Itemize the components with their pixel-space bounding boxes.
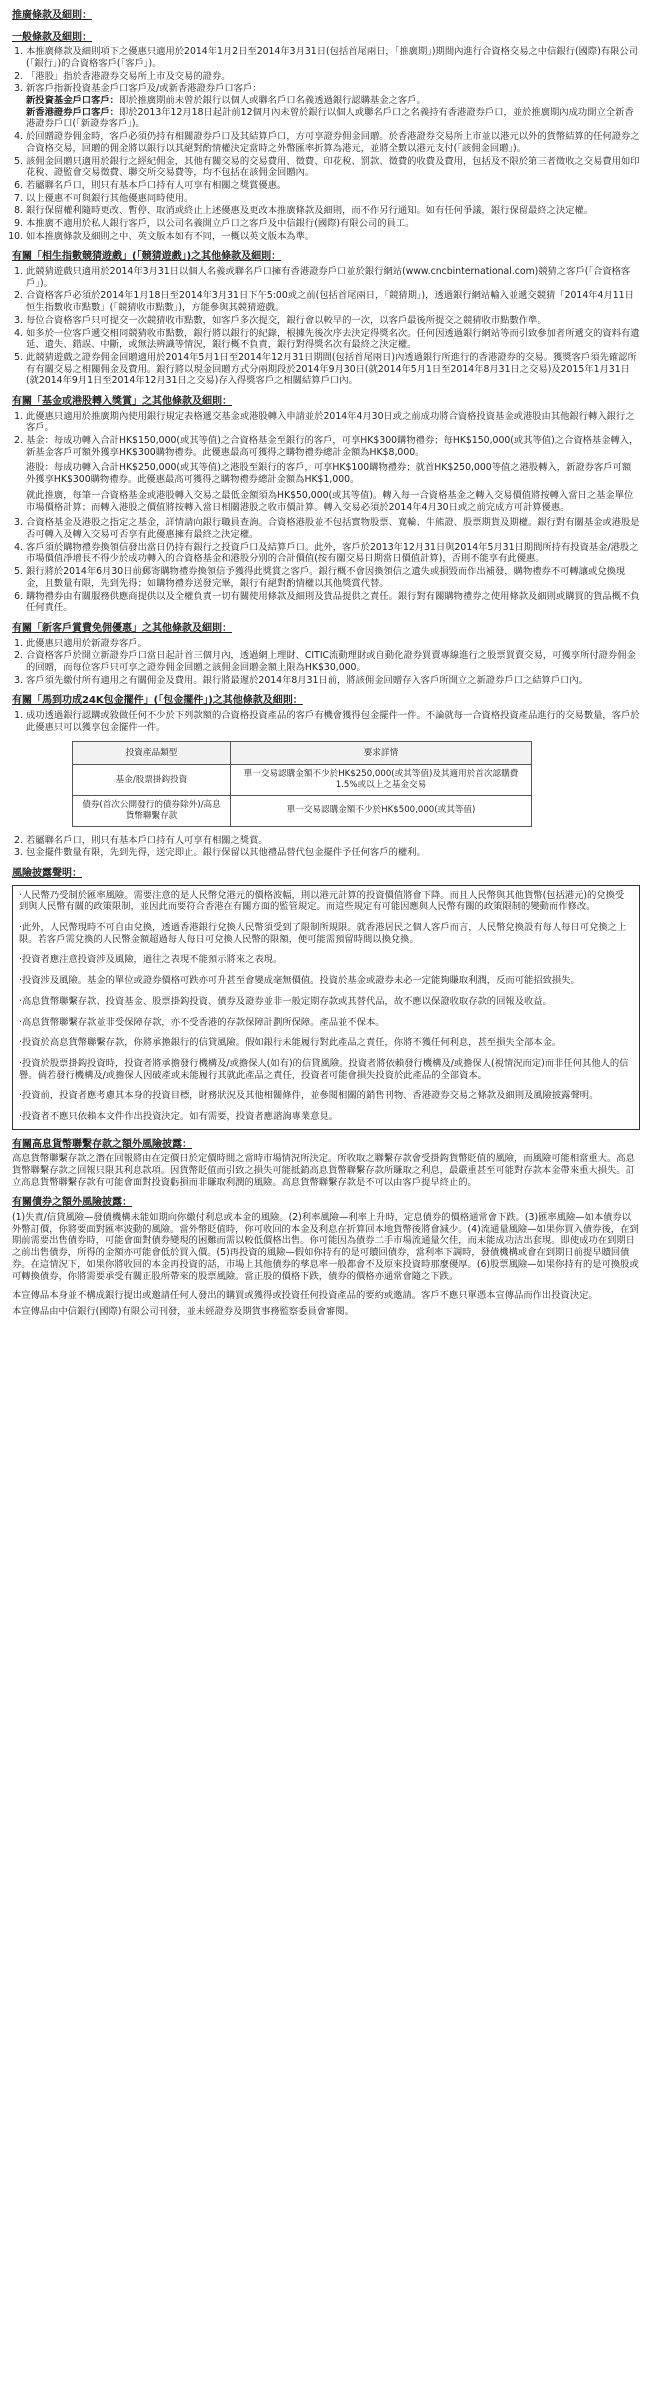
bond-risk-text: (1)失責/信貸風險—發債機構未能如期向你繳付利息或本金的風險。(2)利率風險—利率上升時，定息債券的價格通常會下跌。(3)匯率風險—如本債券以外幣訂價，你將要面對匯率波動的風險。當外幣貶值時，你可收回的本金及利息在折算回本地貨幣後將會減少。(4)流通量風險—如果你買入債券後，在到期前需要出售債券時，可能會面對債券變現的困難而需以較低價格出售。你可能因為債券二手市場流通量欠佳，而未能成功沽出套現。即使成功在到期日之前出售債券，所得的金額亦可能會低於買入價。(5)再投資的風險—假如你持有的是可贖回債券，當利率下調時，發債機構或會在到期日前提早贖回債券。在這情況下，如果你將收回的本金再投資的話，市場上其他債券的孳息率一般都會不及原來投資時那麼優厚。(6)股票風險—如果你持有的是可換股或可轉換債券，你將需要承受有關正股所帶來的股票風險。當正股的價格下跌，債券的價格亦通常會隨之下跌。 — [12, 1212, 639, 1282]
list-item: 4. 客戶須於購物禮券換領信發出當日仍持有銀行之投資戶口及結算戶口。此外，客戶於2013年12月31日與2014年5月31日期間所持有投資基金/港股之市場價值淨增長不得少於成功轉入的合資格基金和港股分別的合計價值(按有關交易日期當日價值計算)，否則不能享有此優惠。 — [26, 542, 640, 565]
list-item: 9. 本推廣不適用於私人銀行客戶，以公司名義開立戶口之客戶及中信銀行(國際)有限公司的員工。 — [26, 218, 640, 230]
table-cell: 單一交易認購金額不少於HK$500,000(或其等值) — [230, 795, 531, 826]
list-item: 3. 客戶須先繳付所有適用之有關佣金及費用。銀行將最遲於2014年8月31日前，將該佣金回贈存入客戶所開立之新證券戶口之結算戶口內。 — [26, 675, 640, 687]
list-item-text: 新客戶指新投資基金戶口客戶及/或新香港證券戶口客戶： — [26, 83, 262, 95]
list-item: 3. 合資格基金及港股之指定之基金，詳情請向銀行職員查詢。合資格港股並不包括實物股票、寬輪、牛熊證、股票期貨及期權。銀行對有關基金或港股是否可轉入及轉入交易可否享有此優惠擁有最終之決定權。 — [26, 517, 640, 540]
list-item: 1. 此優惠只適用於新證券客戶。 — [26, 638, 640, 650]
risk-paragraph: ‧人民幣乃受制於匯率風險。需要注意的是人民幣兌港元的價格波幅，則以港元計算的投資價值將會下降。而且人民幣與其他貨幣(包括港元)的兌換受到與人民幣有關的政策限制，並因此而要符合香港在有關方面的監管規定。而這些規定有可能因應與人民幣有關的政策限制的變動而作修改。 — [19, 889, 625, 913]
list-item: 1. 此優惠只適用於推廣期內使用銀行規定表格遞交基金或港股轉入申請並於2014年4月30日或之前成功將合資格投資基金或港股由其他銀行轉入銀行之客戶。 — [26, 411, 640, 434]
list-item: 1. 本推廣條款及細則項下之優惠只適用於2014年1月2日至2014年3月31日(包括首尾兩日，「推廣期」)期間內進行合資格交易之中信銀行(國際)有限公司(「銀行」)的合資格客戶(「客戶」)。 — [26, 46, 640, 69]
risk-paragraph: ‧投資於股票掛鈎投資時，投資者將承擔發行機構及/或擔保人(如有)的信貸風險。投資者將依賴發行機構及/或擔保人(視情況而定)而非任何其他人的信譽。倘若發行機構及/或擔保人因破產或未能履行其就此產品之責任，投資者可能會損失投資於此產品的全部資本。 — [19, 1057, 629, 1081]
table-cell: 基金/股票掛鈎投資 — [73, 765, 231, 796]
list-item: 8. 銀行保留權利隨時更改、暫停、取消或終止上述優惠及更改本推廣條款及細則，而不作另行通知。如有任何爭議，銀行保留最終之決定權。 — [26, 205, 640, 217]
transfer-reward-list — [12, 411, 640, 614]
risk-paragraph: ‧投資者不應只依賴本文件作出投資決定。如有需要，投資者應諮詢專業意見。 — [19, 1111, 339, 1123]
general-terms-list — [12, 46, 640, 242]
product-requirement-table — [72, 741, 532, 826]
risk-paragraph: ‧高息貨幣聯繫存款、投資基金、股票掛鈎投資、債券及證券並非一般定期存款或其替代品，故不應以保證收取存款的回報及收益。 — [19, 995, 552, 1007]
risk-paragraph: ‧此外，人民幣現時不可自由兌換，透過香港銀行兌換人民幣須受到了限制所規限。就香港居民之個人客戶而言，人民幣兌換設有每人每日可兌換之上限。若客戶需兌換的人民幣金額超過每人每日可兌換人民幣的限額，便可能需預留時間以換兌換。 — [19, 922, 627, 945]
list-item: 2. 合資格客戶必須於2014年1月18日至2014年3月31日下午5:00或之前(包括首尾兩日，「競猜期」)，透過銀行網站輸入並遞交競猜「2014年4月11日恒生指數收市點數」(「競猜收市點數」)，方能參與其競猜遊戲。 — [26, 290, 640, 313]
table-cell: 債券(首次公開發行的債券除外)/高息貨幣聯繫存款 — [73, 795, 231, 826]
list-item: 1. 此競猜遊戲只適用於2014年3月31日以個人名義或聯名戶口擁有香港證券戶口並於銀行網站(www.cncbinternational.com)競猜之客戶(「合資格客戶」)。 — [26, 266, 640, 289]
definition-label: 新香港證券戶口客戶： — [26, 106, 119, 118]
gold-gift-list — [12, 710, 640, 733]
guessing-game-list — [12, 266, 640, 387]
list-item: 3. 包金擺件數量有限，先到先得，送完即止。銀行保留以其他禮品替代包金擺件予任何客戶的權利。 — [26, 847, 640, 859]
list-item: 6. 若屬聯名戶口，則只有基本戶口持有人可享有相關之獎賞優惠。 — [26, 180, 640, 192]
definition-text: 即於推廣期前未曾於銀行以個人或聯名戶口名義透過銀行認購基金之客戶。 — [118, 95, 426, 106]
definition-label: 新投資基金戶口客戶： — [26, 95, 119, 106]
list-item: 6. 購物禮券由有關服務供應商提供以及全權負責一切有關使用條款及細則及貨品提供之責任。銀行對有關購物禮券之使用條款及細則或購買的貨品概不負任何責任。 — [26, 591, 640, 614]
table-row — [73, 765, 532, 796]
risk-paragraph: ‧投資者應注意投資涉及風險，過往之表現不能預示將來之表現。 — [19, 954, 283, 966]
list-item: 1. 成功透過銀行認購或敘做任何不少於下列款額的合資格投資產品的客戶有機會獲得包金擺件一件。不論就每一合資格投資產品進行的交易數量，客戶於此優惠只可以獲享包金擺件一件。 — [26, 710, 640, 733]
issuer-statement: 本宣傳品由中信銀行(國際)有限公司刊發，並未經證券及期貨事務監察委員會審閱。 — [12, 1305, 354, 1317]
transfer-calculation-note: 就此推廣，每筆一合資格基金或港股轉入交易之最低金額須為HK$50,000(或其等值)。轉入每一合資格基金之轉入交易價值將按轉入當日之基金單位市場價格計算；而轉入港股之價值將按轉入當日相關港股之收市價計算。轉入交易必須於2014年4月30日或之前完成方可計算優惠。 — [26, 489, 634, 513]
transfer-reward-title: 有關「基金或港股轉入獎賞」之其他條款及細則： — [12, 396, 232, 408]
list-item: 3. 每位合資格客戶只可提交一次競猜收市點數，如客戶多次提交，銀行會以較早的一次，以客戶最後所提交之競猜收市點數作準。 — [26, 315, 640, 327]
definition-text: 即於2013年12月18日起計前12個月內未曾於銀行以個人或聯名戶口之名義持有香港證券戶口，並於推廣期內成功開立全新香港證券戶口(「新證券客戶」)。 — [26, 106, 634, 130]
risk-paragraph: ‧投資涉及風險。基金的單位或證券價格可跌亦可升甚至會變成毫無價值。投資於基金或證券未必一定能夠賺取利潤，反而可能招致損失。 — [19, 975, 580, 987]
hyd-risk-text: 高息貨幣聯繫存款之潛在回報將由在定價日於定價時間之當時市場情況所決定。所收取之聯繫存款會受掛鈎貨幣貶值的風險，而風險可能相當重大。高息貨幣聯繫存款之回報只限其利息款項。因貨幣貶值而引致之損失可能抵銷高息貨幣聯繫存款所賺取之利息，最嚴重甚至可能對存款本金帶來重大損失。訂立高息貨幣聯繫存款有可能會面對投資虧損而非賺取利潤的風險。高息貨幣聯繫存款是不可以由客戶提早終止的。 — [12, 1153, 635, 1188]
table-cell: 單一交易認購金額不少於HK$250,000(或其等值)及其適用於首次認購費1.5%或以上之基金交易 — [230, 765, 531, 796]
table-header-cell: 投資產品類型 — [73, 742, 231, 765]
gold-gift-title: 有關「馬到功成24K包金擺件」(「包金擺件」)之其他條款及細則： — [12, 695, 303, 707]
general-terms-title: 一般條款及細則： — [12, 31, 92, 43]
risk-disclosure-title: 風險披露聲明： — [12, 868, 82, 880]
list-item: 5. 此競猜遊戲之證券佣金回贈適用於2014年5月1日至2014年12月31日期間(包括首尾兩日)內透過銀行所進行的香港證券的交易。獲獎客戶須先確認所有有關交易之相關佣金及費用。銀行將以現金回贈方式分兩期段於2014年9月30日(就2014年5月1日至2014年8月31日之交易)及2015年1月31日(就2014年9月1日至2014年12月31日之交易)存入得獎客戶之相關結算戶口內。 — [26, 352, 640, 387]
table-header-cell: 要求詳情 — [230, 742, 531, 765]
hk-shares-reward-text: 港股：每成功轉入合計HK$250,000(或其等值)之港股至銀行的客戶，可享HK$100購物禮券；就首HK$250,000等值之港股轉入，新證券客戶可額外獲享HK$300購物禮券。此優惠最高可獲得之購物禮券總計金額為HK$1,000。 — [26, 462, 632, 486]
list-item — [26, 83, 640, 130]
list-item: 7. 以上優惠不可與銀行其他優惠同時使用。 — [26, 193, 640, 205]
list-item: 2. 「港股」指於香港證券交易所上市及交易的證券。 — [26, 71, 640, 83]
list-item: 5. 銀行將於2014年6月30日前郵寄購物禮券換領信予獲得此獎賞之客戶。銀行概不會因換領信之遺失或損毀而作出補發，購物禮券不可轉讓或兌換現金，且數量有限，先到先得；如購物禮券送發完畢，銀行有絕對酌情權以其他獎賞代替。 — [26, 566, 640, 589]
list-item: 10. 如本推廣條款及細則之中、英文版本如有不同，一概以英文版本為準。 — [26, 231, 640, 243]
new-securities-customer-definition — [26, 107, 640, 130]
table-header-row — [73, 742, 532, 765]
document-title: 推廣條款及細則： — [12, 10, 92, 21]
risk-disclosure-box — [12, 885, 640, 1130]
list-item: 4. 如多於一位客戶遞交相同競猜收市點數，銀行將以銀行的紀錄，根據先後次序去決定得獎名次。任何因透過銀行網站等而引致參加者所遞交的資料有遺延、遺失、錯誤、中斷，或無法辨識等情況，銀行概不負責，銀行對得獎名次有最終之決定權。 — [26, 328, 640, 351]
new-customer-offer-title: 有關「新客戶賞費免佣優惠」之其他條款及細則： — [12, 622, 232, 634]
gold-gift-list-continued — [12, 835, 640, 859]
list-item: 2. 合資格客戶於開立新證券戶口當日起計首三個月內，透過網上理財、CITIC流動理財或自動化證券買賣專線進行之股票買賣交易，可獲享所付證券佣金的回贈，而每位客戶只可享之證券佣金回贈之該佣金回贈金額上限為HK$30,000。 — [26, 650, 640, 673]
disclaimer-text: 本宣傳品本身並不構成銀行提出或邀請任何人發出的購買或獲得或投資任何投資產品的要約或邀請。客戶不應只單憑本宣傳品而作出投資決定。 — [12, 1290, 598, 1302]
disclaimer-footer — [12, 1290, 640, 1317]
list-item: 5. 該佣金回贈只適用於銀行之經紀佣金，其他有關交易的交易費用、徵費、印花稅、罰款、徵費的收費及費用，包括及不限於第三者徵收之交易費用如印花稅、證監會交易徵費、聯交所交易費等，均不包括在該佣金回贈內。 — [26, 156, 640, 179]
bond-risk-title: 有關債券之額外風險披露： — [12, 1197, 132, 1209]
list-item: 4. 於回贈證券佣金時，客戶必須仍持有相關證券戶口及其結算戶口，方可享證券佣金回贈。於香港證券交易所上市並以港元以外的貨幣結算的任何證券之合資格交易，回贈的佣金將以銀行以其絕對酌情權決定當時之外幣匯率折算為港元，並將全數以港元支付(「該佣金回贈」)。 — [26, 131, 640, 154]
risk-paragraph: ‧投資於高息貨幣聯繫存款，你將承擔銀行的信貸風險。假如銀行未能履行對此產品之責任，你將不獲任何利息，甚至損失全部本金。 — [19, 1037, 562, 1049]
new-customer-offer-list — [12, 638, 640, 687]
risk-paragraph: ‧高息貨幣聯繫存款並非受保障存款，亦不受香港的存款保障計劃所保障。產品並不保本。 — [19, 1016, 385, 1028]
new-fund-customer-definition — [26, 95, 640, 107]
list-item — [26, 435, 640, 513]
table-row — [73, 795, 532, 826]
risk-paragraph: ‧投資前，投資者應考慮其本身的投資目標，財務狀況及其他相關條件，並參閱相關的銷售刊物、香港證券交易之條款及細則及風險披露聲明。 — [19, 1090, 599, 1102]
hyd-risk-title: 有關高息貨幣聯繫存款之額外風險披露： — [12, 1138, 192, 1150]
list-item: 2. 若屬聯名戶口，則只有基本戶口持有人可享有相關之獎賞。 — [26, 835, 640, 847]
guessing-game-title: 有關「相生指數競猜遊戲」(「競猜遊戲」)之其他條款及細則： — [12, 251, 282, 263]
fund-reward-text: 2. 基金：每成功轉入合計HK$150,000(或其等值)之合資格基金至銀行的客戶，可享HK$300購物禮券；每HK$150,000(或其等值)之合資格基金轉入，新基金客戶可額外獲享HK$300購物禮券。此優惠最高可獲得之購物禮券總計金額為HK$8,000。 — [26, 435, 639, 458]
